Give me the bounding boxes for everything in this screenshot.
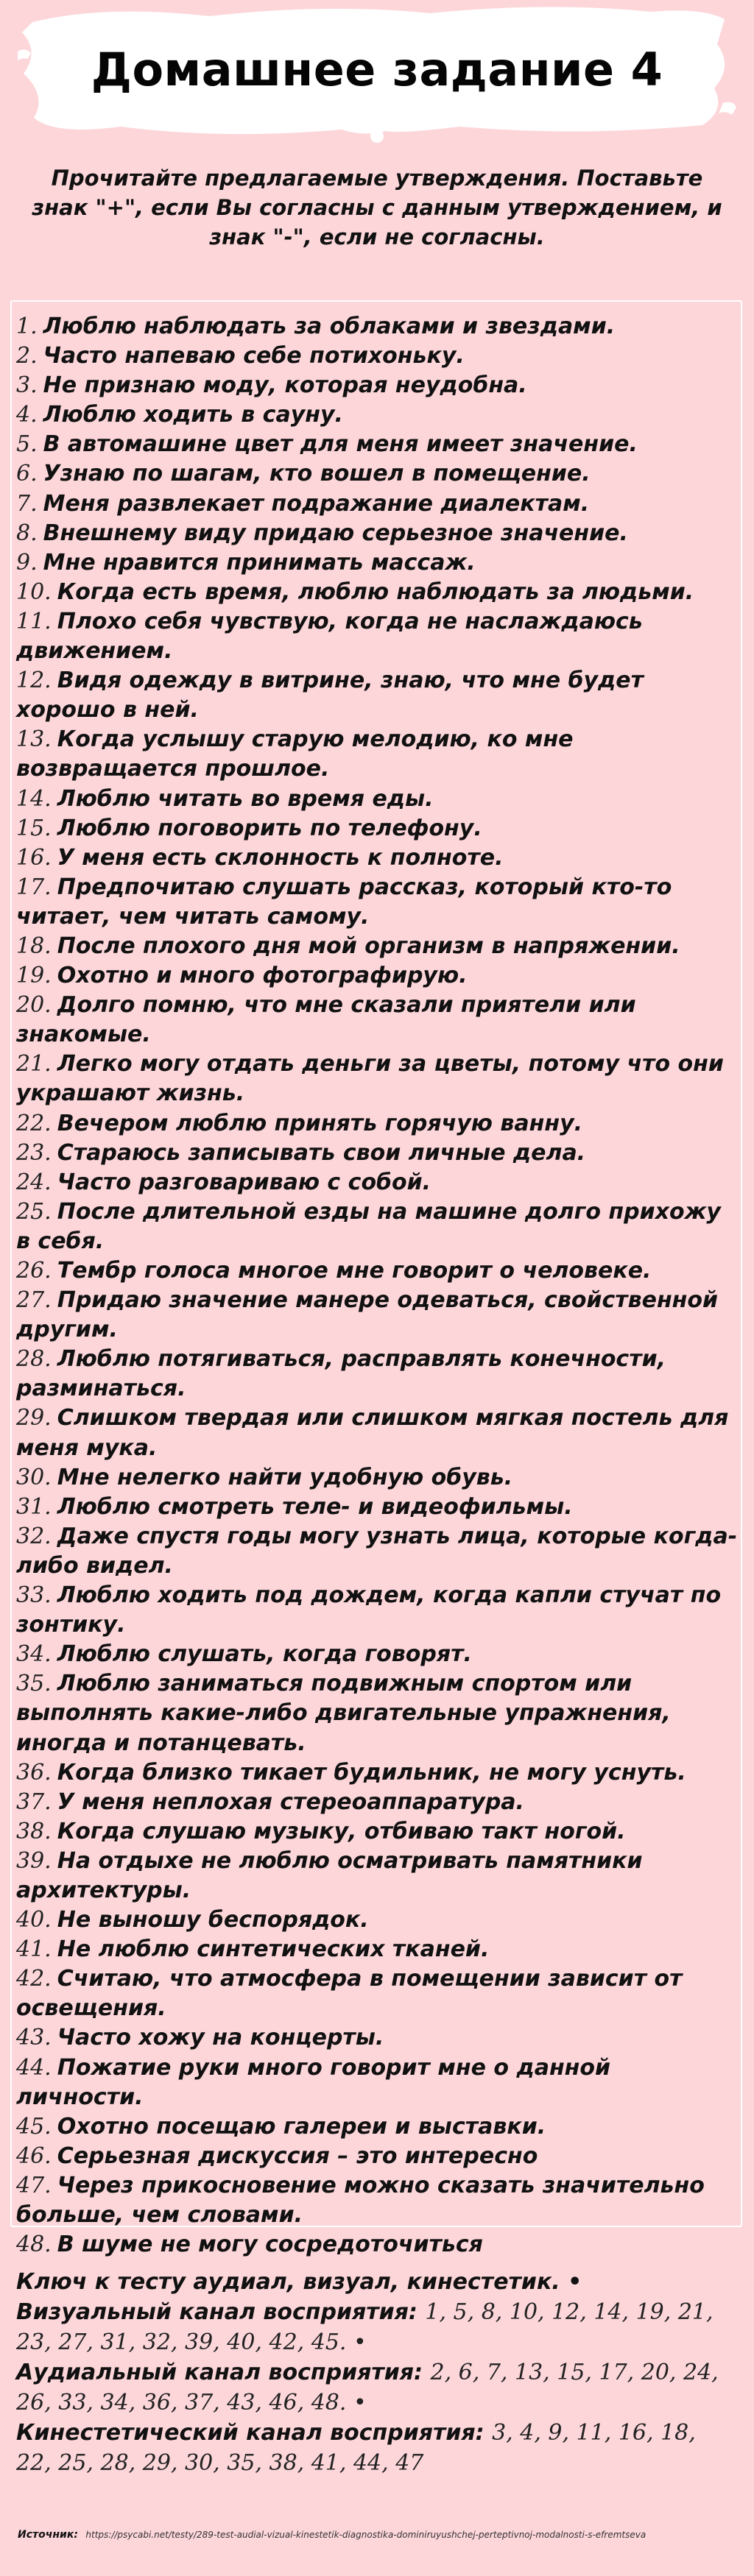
statement-text: Люблю заниматься подвижным спортом или выполнять какие-либо двигательные упражнения, иногда и потанцевать. (16, 1671, 671, 1756)
title-banner (18, 0, 736, 147)
statement-item (16, 1640, 738, 1669)
statement-number: 28. (16, 1346, 52, 1373)
statement-item (16, 400, 738, 430)
statement-number: 24. (16, 1169, 52, 1195)
statement-number: 23. (16, 1139, 52, 1166)
statement-text: Плохо себя чувствую, когда не наслаждаюсь движением. (16, 608, 643, 665)
statement-text: Люблю смотреть теле- и видеофильмы. (57, 1493, 573, 1520)
statement-text: Мне нелегко найти удобную обувь. (57, 1464, 513, 1490)
statement-item (16, 2142, 738, 2171)
statement-text: Через прикосновение можно сказать значительно больше, чем словами. (16, 2172, 705, 2228)
statement-item (16, 312, 738, 342)
statement-item (16, 961, 738, 991)
statement-text: Стараюсь записывать свои личные дела. (57, 1139, 586, 1166)
statement-item (16, 666, 738, 725)
statement-text: Когда близко тикает будильник, не могу уснуть. (57, 1759, 686, 1786)
statement-text: На отдыхе не люблю осматривать памятники архитектуры. (16, 1847, 643, 1903)
statement-text: Часто напеваю себе потихоньку. (43, 343, 465, 369)
key-visual-numbers: 1, 5, 8, 10, 12, 14, 19, 21, 23, 27, 31, 32, 39, 40, 42, 45. • (16, 2299, 714, 2355)
statement-item (16, 1345, 738, 1404)
statement-number: 39. (16, 1847, 52, 1874)
statement-number: 47. (16, 2172, 52, 2198)
statement-text: Люблю читать во время еды. (57, 785, 434, 812)
statement-item (16, 2023, 738, 2053)
statement-number: 15. (16, 815, 52, 841)
source-label: Источник: (18, 2529, 78, 2541)
statement-text: После плохого дня мой организм в напряжении. (57, 933, 680, 959)
statement-number: 18. (16, 933, 52, 959)
statement-number: 46. (16, 2142, 52, 2169)
statement-number: 17. (16, 874, 52, 900)
statement-item (16, 371, 738, 400)
statement-number: 35. (16, 1671, 52, 1697)
statement-number: 41. (16, 1936, 52, 1963)
statement-item (16, 814, 738, 843)
statement-text: У меня неплохая стереоаппаратура. (57, 1788, 524, 1815)
statement-text: Даже спустя годы могу узнать лица, которые когда-либо видел. (16, 1523, 738, 1579)
statement-text: Слишком твердая или слишком мягкая постель для меня мука. (16, 1405, 729, 1461)
statement-item (16, 1139, 738, 1168)
statement-item (16, 1493, 738, 1522)
statement-text: Часто разговариваю с собой. (57, 1169, 431, 1195)
key-audial-label: Аудиальный канал восприятия: (16, 2360, 423, 2385)
statement-item (16, 607, 738, 666)
statement-number: 29. (16, 1405, 52, 1432)
statement-text: Вечером люблю принять горячую ванну. (57, 1110, 583, 1136)
statement-item (16, 1256, 738, 1286)
statement-number: 33. (16, 1582, 52, 1609)
statement-number: 40. (16, 1907, 52, 1933)
key-kinesthetic (16, 2418, 738, 2478)
statement-list (16, 312, 738, 2260)
key-visual-label: Визуальный канал восприятия: (16, 2299, 417, 2325)
statement-text: Тембр голоса многое мне говорит о человеке. (57, 1258, 652, 1284)
key-title: Ключ к тесту аудиал, визуал, кинестетик. • (16, 2269, 582, 2295)
statement-number: 5. (16, 431, 38, 458)
statement-item (16, 1168, 738, 1197)
statement-item (16, 1463, 738, 1493)
statement-text: В автомашине цвет для меня имеет значение. (43, 431, 638, 458)
statement-text: Узнаю по шагам, кто вошел в помещение. (43, 461, 591, 487)
source-link[interactable]: https://psycabi.net/testy/289-test-audial-vizual-kinestetik-diagnostika-dominiruyushchej-perteptivnoj-modalnosti-s-efremtseva (85, 2530, 646, 2540)
statement-item (16, 1817, 738, 1847)
statement-number: 27. (16, 1287, 52, 1314)
statement-number: 7. (16, 490, 38, 517)
statement-item (16, 843, 738, 873)
statement-item (16, 1669, 738, 1758)
statement-text: Считаю, что атмосфера в помещении зависит от освещения. (16, 1966, 683, 2022)
statement-number: 36. (16, 1759, 52, 1786)
key-audial (16, 2357, 738, 2418)
statement-number: 16. (16, 844, 52, 871)
statement-item (16, 1109, 738, 1139)
statement-item (16, 2171, 738, 2230)
statement-text: Люблю ходить в сауну. (43, 402, 343, 428)
statement-text: Пожатие руки много говорит мне о данной личности. (16, 2054, 611, 2110)
statement-number: 6. (16, 461, 38, 487)
statement-text: Не люблю синтетических тканей. (57, 1936, 490, 1963)
statement-item (16, 1286, 738, 1345)
statement-number: 22. (16, 1110, 52, 1136)
statement-text: Когда есть время, люблю наблюдать за людьми. (57, 578, 694, 605)
statement-number: 34. (16, 1641, 52, 1668)
statement-number: 44. (16, 2054, 52, 2081)
statement-number: 9. (16, 549, 38, 576)
statement-text: Внешнему виду придаю серьезное значение. (43, 520, 628, 546)
statement-text: Видя одежду в витрине, знаю, что мне будет хорошо в ней. (16, 668, 644, 723)
statement-text: Люблю потягиваться, расправлять конечности, разминаться. (16, 1346, 666, 1402)
statement-item (16, 519, 738, 548)
statement-text: Охотно посещаю галереи и выставки. (57, 2113, 546, 2140)
statement-item (16, 1404, 738, 1462)
statement-item (16, 1788, 738, 1817)
statement-item (16, 578, 738, 607)
statement-item (16, 548, 738, 578)
page-title: Домашнее задание 4 (91, 43, 663, 96)
statement-item (16, 785, 738, 814)
statement-number: 13. (16, 726, 52, 753)
statement-number: 19. (16, 963, 52, 989)
statement-item (16, 459, 738, 489)
statement-number: 45. (16, 2113, 52, 2140)
statement-item (16, 1935, 738, 1964)
statement-text: Меня развлекает подражание диалектам. (43, 490, 590, 517)
statement-text: Люблю ходить под дождем, когда капли стучат по зонтику. (16, 1582, 722, 1638)
statement-text: Предпочитаю слушать рассказ, который кто-то читает, чем читать самому. (16, 874, 672, 930)
source-line (18, 2527, 736, 2542)
statement-number: 38. (16, 1818, 52, 1844)
statement-item (16, 2053, 738, 2112)
statement-item (16, 1758, 738, 1788)
statement-text: После длительной езды на машине долго прихожу в себя. (16, 1198, 721, 1254)
statement-item (16, 1522, 738, 1581)
statement-number: 37. (16, 1788, 52, 1815)
statement-item (16, 2112, 738, 2142)
statement-text: Когда услышу старую мелодию, ко мне возвращается прошлое. (16, 726, 574, 782)
key-kinesthetic-label: Кинестетический канал восприятия: (16, 2420, 485, 2446)
statement-item (16, 1581, 738, 1640)
answer-key (16, 2267, 738, 2478)
statement-number: 3. (16, 372, 38, 399)
statement-number: 30. (16, 1464, 52, 1490)
statement-number: 8. (16, 520, 38, 546)
statement-number: 11. (16, 608, 52, 634)
statement-item (16, 342, 738, 371)
key-audial-numbers: 2, 6, 7, 13, 15, 17, 20, 24, 26, 33, 34, 36, 37, 43, 46, 48. • (16, 2360, 719, 2416)
statement-number: 25. (16, 1198, 52, 1225)
statement-number: 10. (16, 578, 52, 605)
statement-item (16, 1964, 738, 2023)
statement-item (16, 725, 738, 784)
statement-text: Люблю поговорить по телефону. (57, 815, 482, 841)
statement-item (16, 1906, 738, 1935)
statement-item (16, 932, 738, 961)
statement-number: 32. (16, 1523, 52, 1549)
statement-number: 31. (16, 1493, 52, 1520)
statement-number: 48. (16, 2232, 52, 2258)
statement-text: Долго помню, что мне сказали приятели или знакомые. (16, 992, 636, 1048)
statement-item (16, 873, 738, 932)
statement-text: Не признаю моду, которая неудобна. (43, 372, 527, 399)
statement-text: Люблю наблюдать за облаками и звездами. (43, 314, 616, 339)
statement-number: 20. (16, 992, 52, 1019)
statement-text: Когда слушаю музыку, отбиваю такт ногой. (57, 1818, 626, 1844)
statement-text: Серьезная дискуссия – это интересно (57, 2142, 538, 2169)
statement-number: 42. (16, 1966, 52, 1992)
statement-number: 21. (16, 1051, 52, 1078)
statement-item (16, 430, 738, 459)
statement-text: В шуме не могу сосредоточиться (57, 2232, 483, 2258)
statement-number: 26. (16, 1258, 52, 1284)
statement-item (16, 2230, 738, 2260)
statement-text: Мне нравится принимать массаж. (43, 549, 476, 576)
instruction-text: Прочитайте предлагаемые утверждения. Поставьте знак "+", если Вы согласны с данным утверждением, и знак "-", если не согласны. (32, 166, 722, 250)
key-visual (16, 2297, 738, 2357)
statement-item (16, 1050, 738, 1108)
statement-text: Охотно и много фотографирую. (57, 963, 468, 989)
statement-text: Люблю слушать, когда говорят. (57, 1641, 472, 1668)
statement-item (16, 1847, 738, 1906)
statement-item (16, 1197, 738, 1256)
statement-text: Часто хожу на концерты. (57, 2025, 384, 2051)
statement-number: 12. (16, 668, 52, 694)
statement-text: У меня есть склонность к полноте. (57, 844, 504, 871)
statement-item (16, 991, 738, 1050)
key-kinesthetic-numbers: 3, 4, 9, 11, 16, 18, 22, 25, 28, 29, 30, 35, 38, 41, 44, 47 (16, 2420, 696, 2476)
statement-number: 2. (16, 343, 38, 369)
statement-text: Легко могу отдать деньги за цветы, потому что они украшают жизнь. (16, 1051, 724, 1107)
statement-number: 43. (16, 2025, 52, 2051)
statement-text: Не выношу беспорядок. (57, 1907, 369, 1933)
statement-number: 1. (16, 314, 38, 339)
statement-number: 4. (16, 402, 38, 428)
statement-text: Придаю значение манере одеваться, свойственной другим. (16, 1287, 719, 1343)
statement-item (16, 489, 738, 519)
statement-number: 14. (16, 785, 52, 812)
